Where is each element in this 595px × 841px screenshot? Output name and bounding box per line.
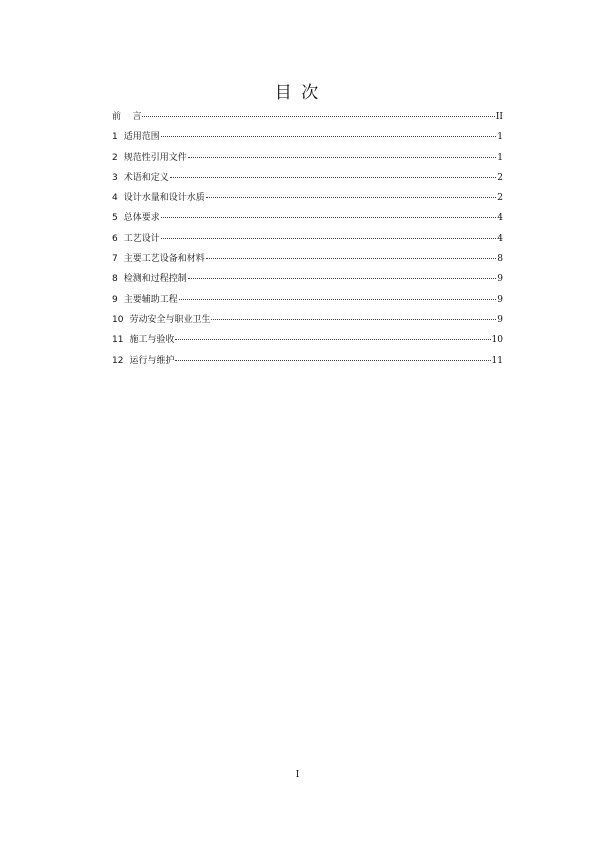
toc-entry-page: 11 <box>491 355 503 366</box>
toc-entry-page: 9 <box>497 294 503 305</box>
toc-entry-label <box>112 315 210 326</box>
toc-entry[interactable] <box>112 112 503 132</box>
toc-entry[interactable] <box>112 274 503 294</box>
toc-entry-number: 5 <box>112 213 118 224</box>
toc-entry[interactable] <box>112 335 503 355</box>
toc-entry[interactable] <box>112 173 503 193</box>
toc-entry[interactable] <box>112 254 503 274</box>
toc-entry-label <box>112 112 141 123</box>
toc-entry-label <box>112 132 160 143</box>
toc-entry-text: 运行与维护 <box>129 355 175 366</box>
toc-entry-text: 适用范围 <box>123 132 160 143</box>
toc-dot-leader <box>179 299 497 300</box>
toc-entry-label <box>112 356 174 367</box>
toc-entry-text: 规范性引用文件 <box>123 152 187 163</box>
toc-entry-text: 劳动安全与职业卫生 <box>129 314 211 325</box>
toc-dot-leader <box>161 217 497 218</box>
toc-entry-label <box>112 295 178 306</box>
toc-entry-text: 主要辅助工程 <box>123 294 178 305</box>
toc-entry-page: 2 <box>497 193 503 204</box>
toc-entry-page: 1 <box>497 132 503 143</box>
toc-dot-leader <box>206 258 497 259</box>
toc-dot-leader <box>188 278 497 279</box>
toc-entry[interactable] <box>112 132 503 152</box>
toc-entry[interactable] <box>112 295 503 315</box>
toc-entry-page: 4 <box>497 213 503 224</box>
toc-dot-leader <box>142 116 494 117</box>
toc-dot-leader <box>161 136 497 137</box>
toc-entry-text: 主要工艺设备和材料 <box>123 254 205 265</box>
toc-dot-leader <box>175 360 490 361</box>
toc-entry-page: 10 <box>491 335 503 346</box>
toc-entry-number: 12 <box>112 355 124 366</box>
toc-entry[interactable] <box>112 315 503 335</box>
toc-entry-label <box>112 274 187 285</box>
toc-entry-number: 6 <box>112 233 118 244</box>
toc-entry-number: 2 <box>112 152 118 163</box>
toc-entry-number: 10 <box>112 314 124 325</box>
toc-entry-number: 7 <box>112 254 118 265</box>
toc-entry-page: II <box>495 112 503 122</box>
toc-entry-text: 前 言 <box>112 112 142 122</box>
toc-entry-number: 9 <box>112 294 118 305</box>
toc-entry-label <box>112 234 160 245</box>
toc-entry-text: 施工与验收 <box>129 335 175 346</box>
table-of-contents <box>112 112 503 376</box>
toc-entry-page: 9 <box>497 314 503 325</box>
page-title: 目 次 <box>274 83 321 103</box>
toc-entry-page: 4 <box>497 233 503 244</box>
page-number: I <box>295 770 300 780</box>
toc-entry-label <box>112 153 187 164</box>
toc-entry-text: 总体要求 <box>123 213 160 224</box>
toc-entry-label <box>112 335 174 346</box>
toc-entry-text: 工艺设计 <box>123 233 160 244</box>
toc-entry[interactable] <box>112 213 503 233</box>
toc-entry-number: 3 <box>112 172 118 183</box>
toc-entry-text: 术语和定义 <box>123 172 169 183</box>
toc-entry-number: 8 <box>112 274 118 285</box>
toc-entry[interactable] <box>112 234 503 254</box>
toc-entry-page: 2 <box>497 172 503 183</box>
toc-entry-number: 4 <box>112 193 118 204</box>
toc-dot-leader <box>211 319 496 320</box>
toc-entry-label <box>112 254 205 265</box>
toc-entry-number: 1 <box>112 132 118 143</box>
toc-dot-leader <box>161 238 497 239</box>
toc-entry-page: 8 <box>497 254 503 265</box>
toc-entry-label <box>112 173 169 184</box>
toc-entry-text: 检测和过程控制 <box>123 274 187 285</box>
toc-entry-page: 9 <box>497 274 503 285</box>
toc-entry-label <box>112 193 205 204</box>
toc-entry-page: 1 <box>497 152 503 163</box>
toc-dot-leader <box>188 157 497 158</box>
toc-dot-leader <box>170 177 497 178</box>
toc-entry[interactable] <box>112 193 503 213</box>
toc-entry[interactable] <box>112 153 503 173</box>
toc-dot-leader <box>175 339 490 340</box>
toc-entry-label <box>112 213 160 224</box>
toc-entry[interactable] <box>112 356 503 376</box>
toc-entry-number: 11 <box>112 335 124 346</box>
toc-dot-leader <box>206 197 497 198</box>
toc-entry-text: 设计水量和设计水质 <box>123 193 205 204</box>
